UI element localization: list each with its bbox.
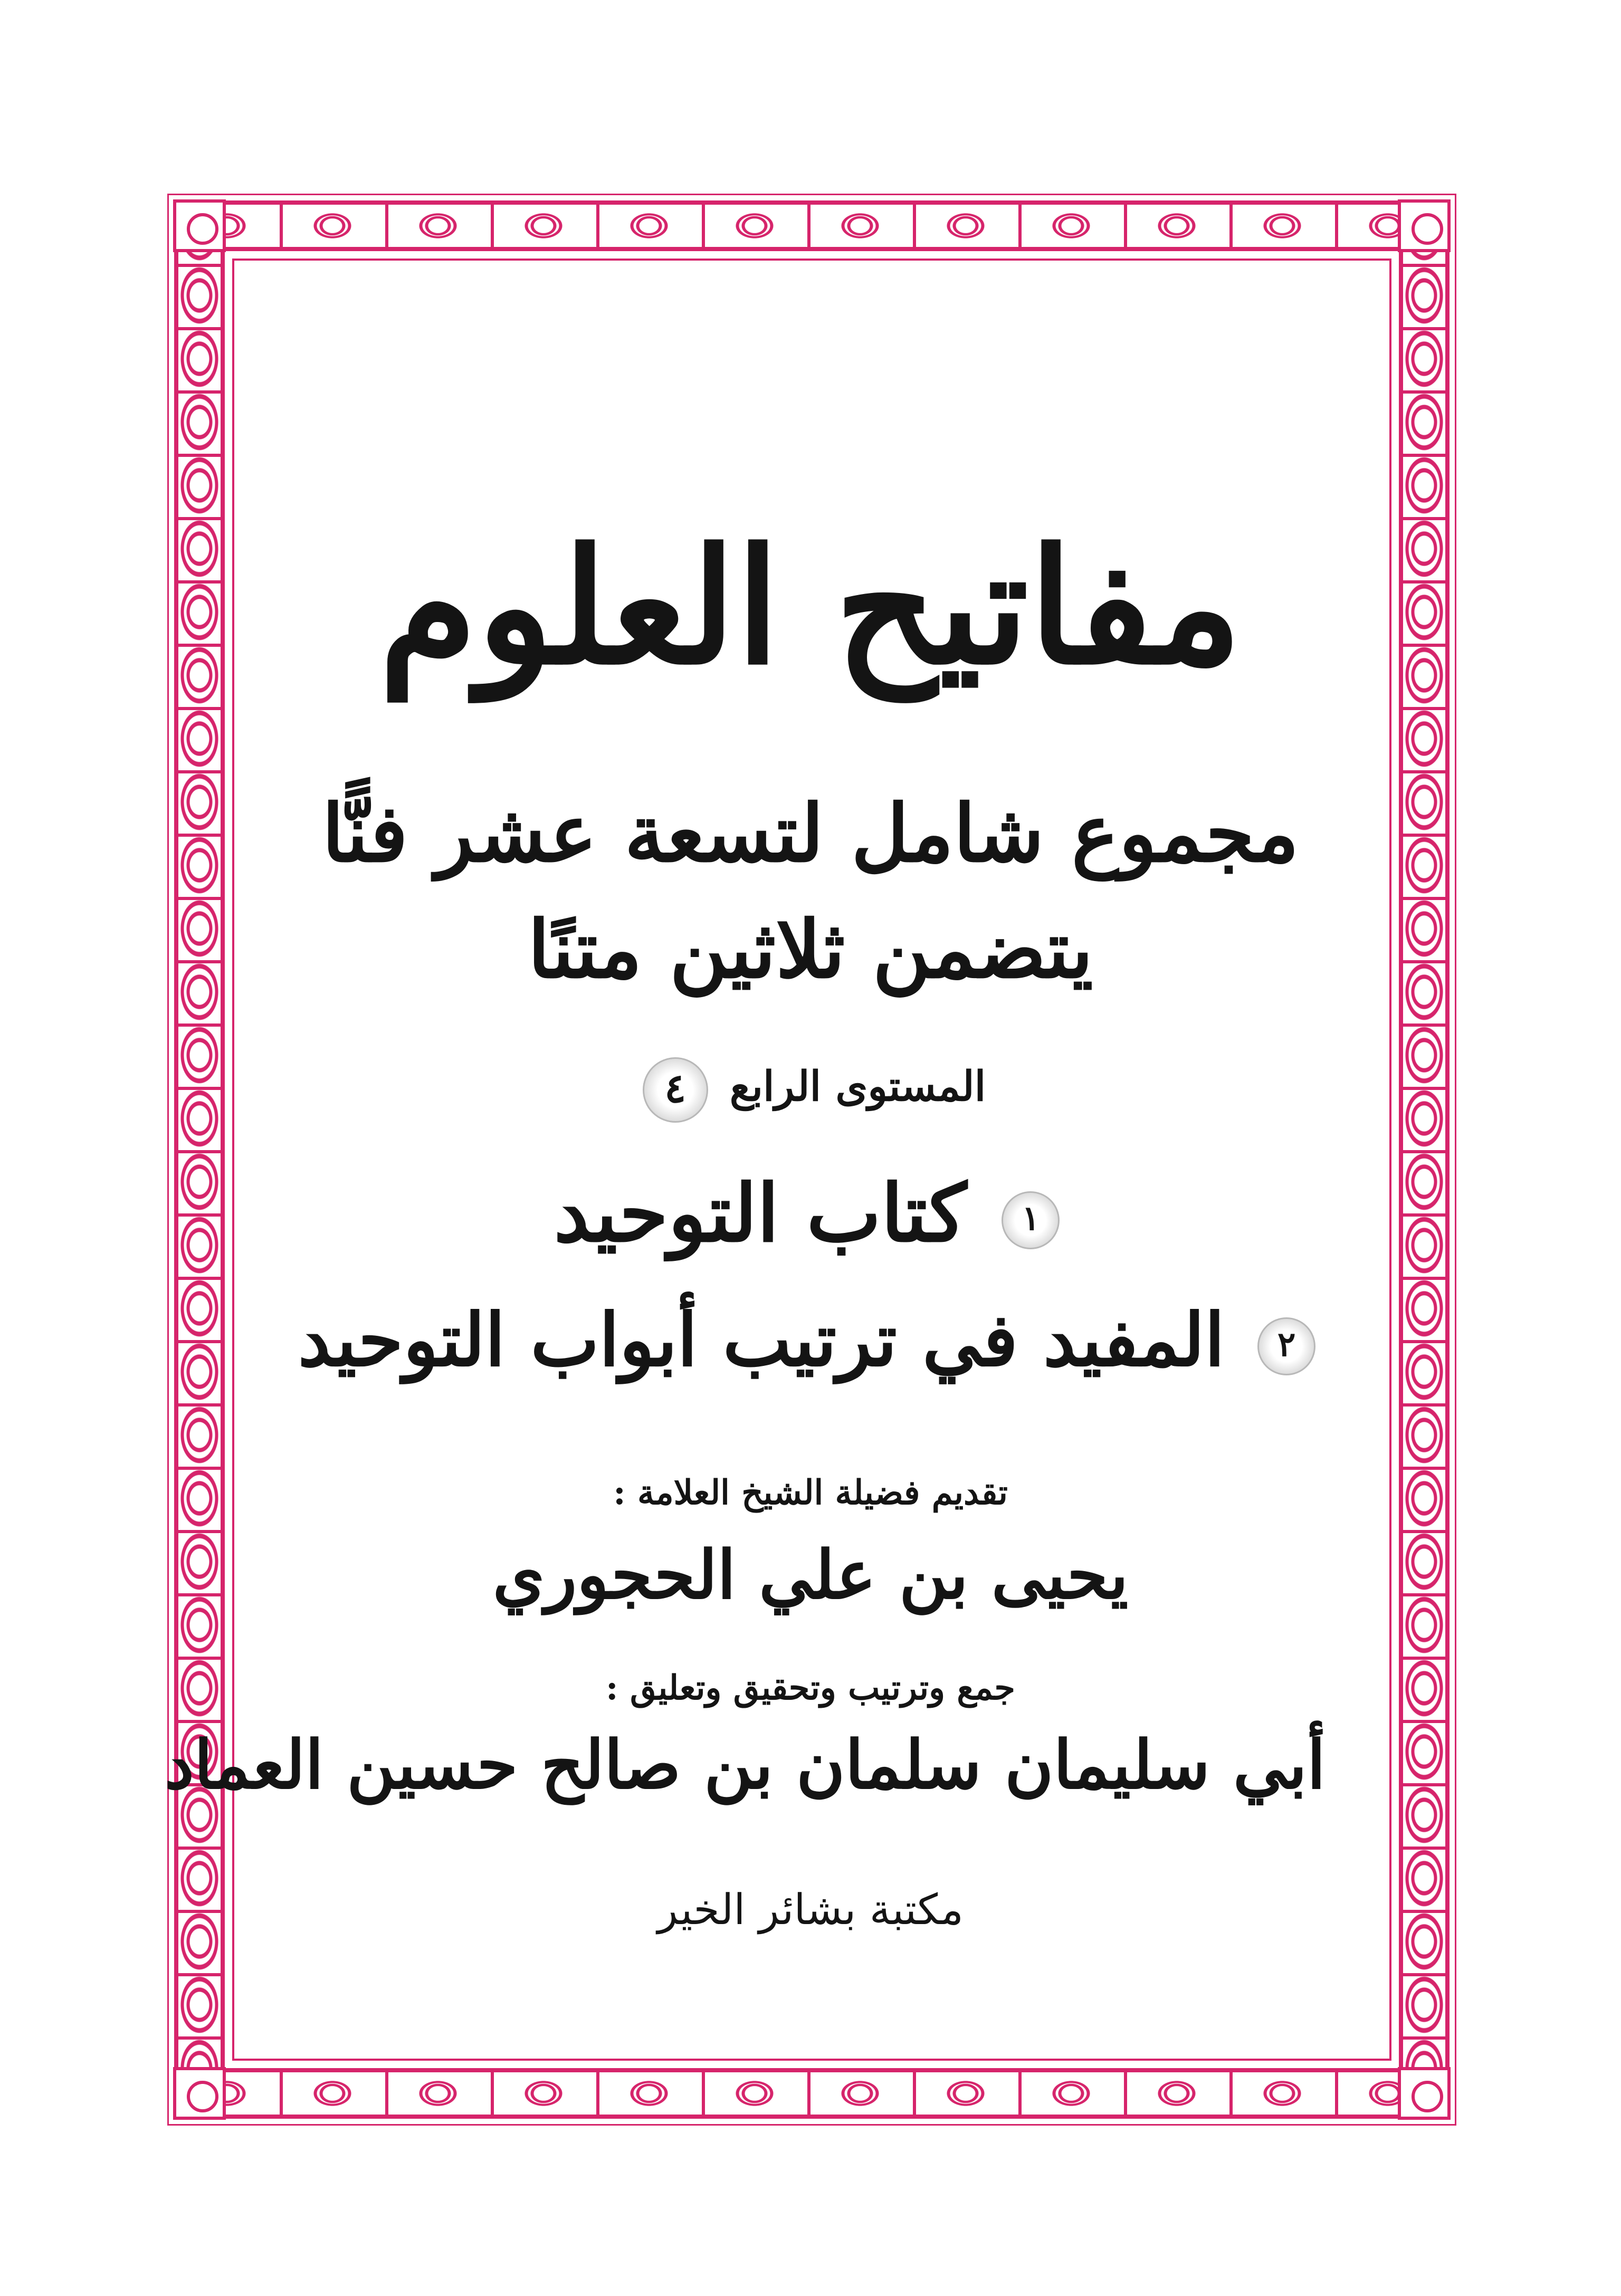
introduction-name: يحيى بن علي الحجوري: [492, 1536, 1129, 1614]
compiler-name: أبي سليمان سلمان بن صالح حسين العماد: [164, 1726, 1326, 1804]
level-row: [295, 1050, 1326, 1124]
corner-ornament-bottom-right: [1398, 2067, 1451, 2120]
book-number-badge: ٢: [1257, 1317, 1315, 1375]
level-label: المستوى الرابع: [729, 1063, 986, 1111]
title-page-content: [164, 0, 1326, 2296]
corner-ornament-top-right: [1398, 199, 1451, 252]
subtitle-line-1: مجموع شامل لتسعة عشر فنًّا: [322, 787, 1299, 880]
book-item-2: [295, 1282, 1326, 1398]
corner-ornament-top-left: [173, 199, 226, 252]
border-band-left: [174, 200, 225, 2119]
subtitle-line-2: يتضمن ثلاثين متنًا: [528, 903, 1093, 996]
book-title: مفاتيح العلوم: [379, 513, 1242, 700]
publisher-name: مكتبة بشائر الخير: [657, 1885, 964, 1934]
book-number-badge: ١: [1002, 1191, 1060, 1249]
corner-ornament-bottom-left: [173, 2067, 226, 2120]
border-band-right: [1399, 200, 1450, 2119]
introduction-label: تقديم فضيلة الشيخ العلامة :: [613, 1473, 1008, 1513]
book-title-2: المفيد في ترتيب أبواب التوحيد: [298, 1297, 1225, 1383]
book-title-1: كتاب التوحيد: [554, 1167, 967, 1260]
book-item-1: [295, 1155, 1326, 1271]
level-number-badge: ٤: [643, 1057, 708, 1123]
compiler-label: جمع وترتيب وتحقيق وتعليق :: [606, 1668, 1015, 1708]
